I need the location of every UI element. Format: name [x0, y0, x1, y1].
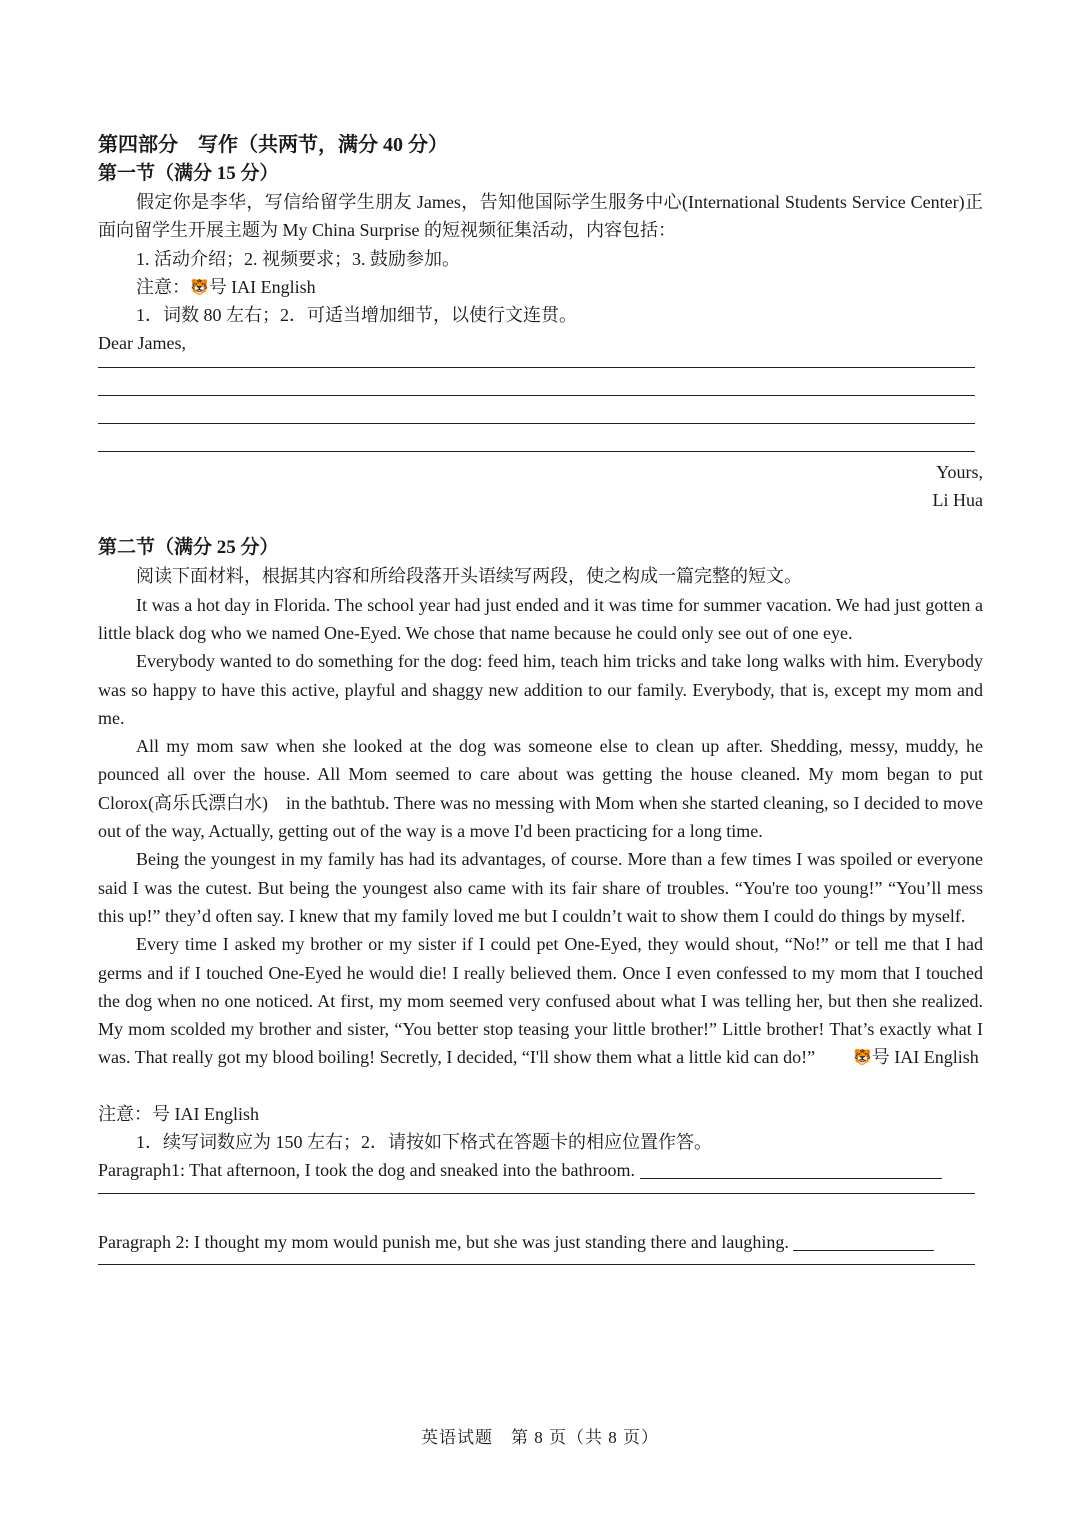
answer-blank [640, 1160, 942, 1179]
story-paragraph-last [98, 930, 983, 1071]
writing-line [98, 367, 975, 368]
paragraph2-start: Paragraph 2: I thought my mom would punish me, but she was just standing there and laughing. [98, 1231, 789, 1252]
writing-line [98, 395, 975, 396]
note-label: 注意： [136, 276, 190, 297]
watermark-text: 号 IAI English [871, 1047, 979, 1068]
exam-page [98, 130, 983, 1265]
part-title: 第四部分 写作（共两节，满分 40 分） [98, 134, 448, 156]
writing-line [98, 451, 975, 452]
section1-items: 1. 活动介绍；2. 视频要求；3. 鼓励参加。 [136, 248, 460, 269]
section2-instructions: 阅读下面材料，根据其内容和所给段落开头语续写两段，使之构成一篇完整的短文。 [136, 566, 802, 587]
story-paragraph: All my mom saw when she looked at the dog was someone else to clean up after. Shedding, messy, muddy, he pounced all over the house. All Mom seemed to care about was getting the house cleaned. My mom began to put Clorox(高乐氏漂白水) in the bathtub. There was no messing with Mom when she started cleaning, so I decided to move out of the way, Actually, getting out of the way is a move I'd been practicing for a long time. [98, 736, 984, 842]
section1-note-items: 1．词数 80 左右；2．可适当增加细节，以使行文连贯。 [136, 305, 577, 326]
writing-line [98, 1264, 975, 1265]
section1-intro: 假定你是李华，写信给留学生朋友 James，告知他国际学生服务中心(International Students Service Center)正面向留学生开展主题为 My China Surprise 的短视频征集活动，内容包括： [98, 192, 983, 241]
writing-line [98, 1193, 975, 1194]
section2-title: 第二节（满分 25 分） [98, 537, 279, 559]
story-paragraph-text: Every time I asked my brother or my sister if I could pet One-Eyed, they would shout, “No!” or tell me that I had germs and if I touched One-Eyed he would die! I really believed them. Once I even confessed to my mom that I touched the dog when no one noticed. At first, my mom seemed very confused about what I was telling her, but then she realized. My mom scolded my brother and sister, “You better stop teasing your little brother!” Little brother! That’s exactly what I was. That really got my blood boiling! Secretly, I decided, “I'll show them what a little kid can do!” [98, 934, 983, 1068]
section2-note-items: 1．续写词数应为 150 左右；2．请按如下格式在答题卡的相应位置作答。 [136, 1132, 712, 1153]
watermark-text: 号 IAI English [208, 276, 316, 297]
section2-note: 注意：号 IAI English [98, 1103, 259, 1124]
story-paragraph: Everybody wanted to do something for the dog: feed him, teach him tricks and take long walks with him. Everybody was so happy to have this active, playful and shaggy new addition to our family. Everybody, that is, except my mom and me. [98, 651, 983, 728]
closing: Yours, [936, 461, 983, 482]
section1-title: 第一节（满分 15 分） [98, 163, 279, 184]
story-paragraph: Being the youngest in my family has had its advantages, of course. More than a few times I was spoiled or everyone said I was the cutest. But being the youngest also came with its fair share of troubles. “You're too young!” “You’ll mess this up!” they’d often say. I knew that my family loved me but I couldn’t wait to show them I could do things by myself. [98, 849, 983, 926]
paragraph2-prompt [98, 1228, 983, 1256]
salutation: Dear James, [98, 333, 186, 354]
answer-blank [793, 1232, 934, 1251]
tiger-emoji-icon: 🐯 [190, 279, 209, 296]
signature: Li Hua [932, 490, 983, 511]
story-paragraph: It was a hot day in Florida. The school year had just ended and it was time for summer vacation. We had just gotten a little black dog who we named One-Eyed. We chose that name because he could only see out of one eye. [98, 594, 983, 643]
page-footer: 英语试题 第 8 页（共 8 页） [421, 1428, 659, 1447]
tiger-emoji-icon: 🐯 [853, 1050, 872, 1067]
section1-note [98, 273, 983, 301]
paragraph1-prompt [98, 1156, 983, 1184]
paragraph1-start: Paragraph1: That afternoon, I took the dog and sneaked into the bathroom. [98, 1160, 636, 1181]
writing-line [98, 423, 975, 424]
